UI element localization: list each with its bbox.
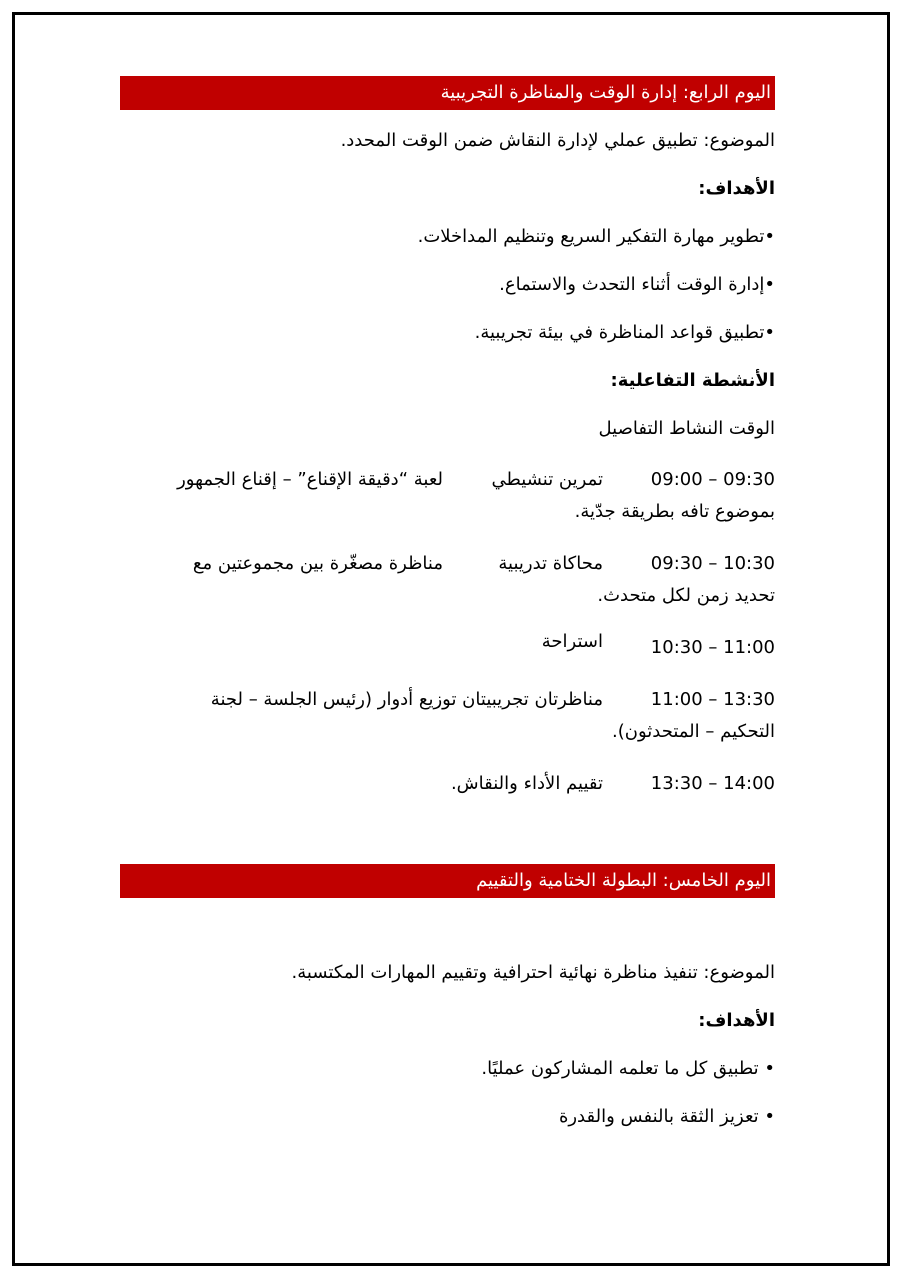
day5-topic: الموضوع: تنفيذ مناظرة نهائية احترافية وتقييم المهارات المكتسبة. — [291, 962, 775, 983]
schedule-time: 09:00 – 09:30 — [650, 469, 775, 490]
document-content — [120, 76, 775, 1132]
schedule-row — [120, 548, 775, 612]
day4-goal-2: •إدارة الوقت أثناء التحدث والاستماع. — [499, 274, 775, 295]
schedule-details: لعبة “دقيقة الإقناع” – إقناع الجمهور — [177, 469, 443, 490]
schedule-details-continued: بموضوع تافه بطريقة جدّية. — [574, 501, 775, 522]
schedule-activity: استراحة — [541, 631, 603, 652]
day5-goal-2: • تعزيز الثقة بالنفس والقدرة — [558, 1106, 775, 1127]
day4-topic: الموضوع: تطبيق عملي لإدارة النقاش ضمن الوقت المحدد. — [340, 130, 775, 151]
schedule-row — [120, 632, 775, 664]
schedule-time: 13:30 – 14:00 — [650, 773, 775, 794]
schedule-time: 10:30 – 11:00 — [650, 637, 775, 658]
day4-header-text: اليوم الرابع: إدارة الوقت والمناظرة التجريبية — [440, 82, 771, 103]
day4-goals-title: الأهداف: — [698, 178, 775, 199]
schedule-table-header: الوقت النشاط التفاصيل — [598, 418, 775, 439]
schedule-details-continued: التحكيم – المتحدثون). — [612, 721, 775, 742]
schedule-details: مناظرة مصغّرة بين مجموعتين مع — [192, 553, 443, 574]
day4-goal-1: •تطوير مهارة التفكير السريع وتنظيم المداخلات. — [417, 226, 775, 247]
day5-goal-1: • تطبيق كل ما تعلمه المشاركون عمليًا. — [481, 1058, 775, 1079]
schedule-activity: تمرين تنشيطي — [491, 469, 603, 490]
schedule-details-continued: تحديد زمن لكل متحدث. — [597, 585, 775, 606]
schedule-time: 11:00 – 13:30 — [650, 689, 775, 710]
schedule-row — [120, 768, 775, 800]
day5-header-bar — [120, 864, 775, 898]
schedule-activity: تقييم الأداء والنقاش. — [450, 773, 603, 794]
schedule-row — [120, 684, 775, 748]
schedule-time: 09:30 – 10:30 — [650, 553, 775, 574]
schedule-row — [120, 464, 775, 528]
day4-goal-3: •تطبيق قواعد المناظرة في بيئة تجريبية. — [474, 322, 775, 343]
day5-goals-title: الأهداف: — [698, 1010, 775, 1031]
schedule-activity: مناظرتان تجريبيتان توزيع أدوار (رئيس الجلسة – لجنة — [210, 689, 603, 710]
schedule-activity: محاكاة تدريبية — [498, 553, 603, 574]
day4-header-bar — [120, 76, 775, 110]
day5-header-text: اليوم الخامس: البطولة الختامية والتقييم — [476, 870, 771, 891]
day4-activities-title: الأنشطة التفاعلية: — [610, 370, 775, 391]
